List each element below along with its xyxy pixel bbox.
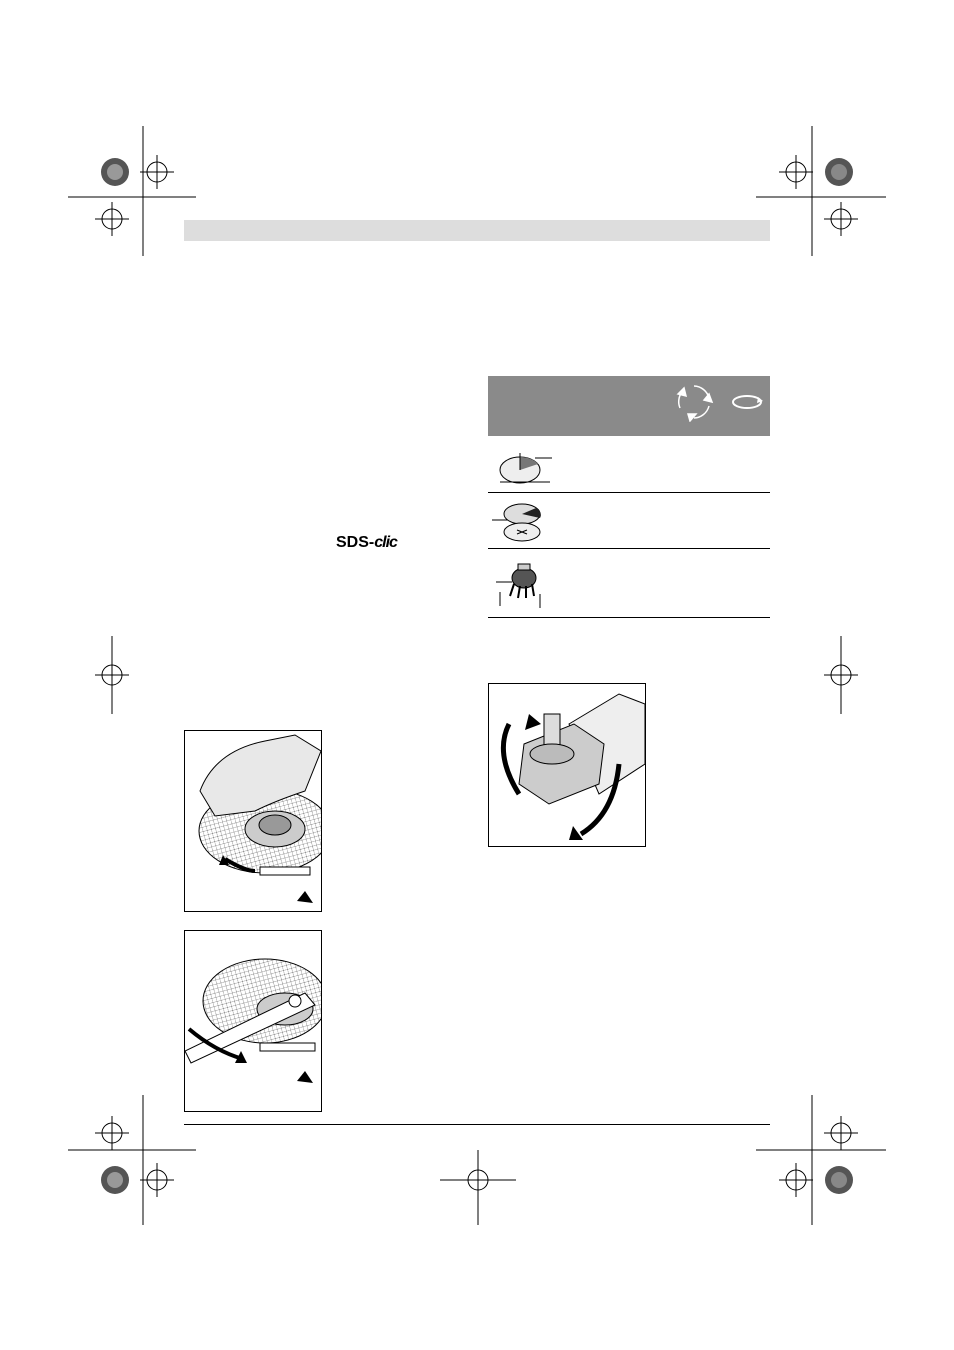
cup-brush-icon [492, 562, 552, 614]
flap-disc-icon [492, 500, 552, 544]
grinding-disc-icon [495, 448, 555, 488]
footer-rule [184, 1124, 770, 1125]
recycle-arrows-icon [674, 382, 714, 422]
sds-prefix: SDS- [336, 534, 375, 551]
table-row-divider [488, 492, 770, 493]
table-header [488, 376, 770, 436]
sds-clic-logo [336, 533, 416, 553]
figure-hand-releasing-nut [184, 730, 322, 912]
header-bar [184, 220, 770, 241]
figure-two-pin-spanner [184, 930, 322, 1112]
figure-gear-head-rotation [488, 683, 646, 847]
sds-suffix: clic [374, 534, 397, 551]
table-bottom-rule [488, 617, 770, 618]
table-row-divider [488, 548, 770, 549]
rotation-ring-icon [730, 392, 764, 412]
